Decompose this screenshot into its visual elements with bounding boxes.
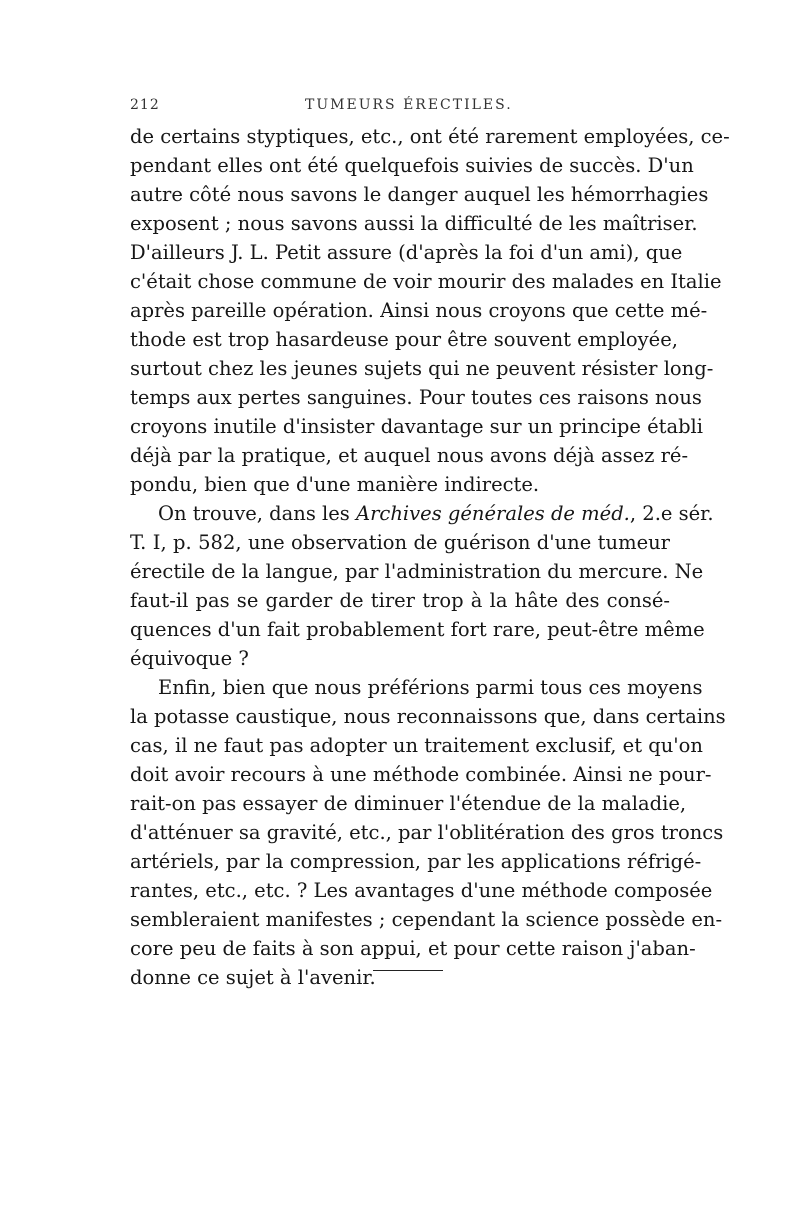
text-line: donne ce sujet à l'avenir. — [130, 966, 376, 989]
text-line: équivoque ? — [130, 647, 249, 670]
text-line: artériels, par la compression, par les applications réfrigé- — [130, 850, 702, 873]
text-line: après pareille opération. Ainsi nous croyons que cette mé- — [130, 299, 708, 322]
text-line: c'était chose commune de voir mourir des malades en Italie — [130, 270, 722, 293]
text-line-citation — [130, 499, 714, 528]
text-line: rait-on pas essayer de diminuer l'étendue de la maladie, — [130, 792, 687, 815]
paragraph-1 — [130, 122, 730, 499]
page-body — [130, 122, 730, 992]
running-title: TUMEURS ÉRECTILES. — [305, 97, 513, 113]
text-run: , 2.e sér. — [629, 502, 714, 525]
page-number: 212 — [130, 97, 160, 113]
page-header — [130, 97, 670, 119]
text-line: sembleraient manifestes ; cependant la science possède en- — [130, 908, 723, 931]
text-line: surtout chez les jeunes sujets qui ne peuvent résister long- — [130, 357, 714, 380]
text-line: faut-il pas se garder de tirer trop à la hâte des consé- — [130, 589, 670, 612]
text-line: déjà par la pratique, et auquel nous avons déjà assez ré- — [130, 444, 689, 467]
paragraph-2 — [130, 499, 714, 673]
text-line: autre côté nous savons le danger auquel les hémorrhagies — [130, 183, 709, 206]
text-line: doit avoir recours à une méthode combinée. Ainsi ne pour- — [130, 763, 712, 786]
text-line: quences d'un fait probablement fort rare, peut-être même — [130, 618, 705, 641]
text-line: érectile de la langue, par l'administration du mercure. Ne — [130, 560, 704, 583]
text-line: core peu de faits à son appui, et pour cette raison j'aban- — [130, 937, 696, 960]
text-line: rantes, etc., etc. ? Les avantages d'une méthode composée — [130, 879, 713, 902]
text-line: la potasse caustique, nous reconnaissons que, dans certains — [130, 705, 726, 728]
text-line: pondu, bien que d'une manière indirecte. — [130, 473, 540, 496]
text-line: pendant elles ont été quelquefois suivies de succès. D'un — [130, 154, 694, 177]
section-end-rule — [373, 970, 443, 971]
text-line: Enfin, bien que nous préférions parmi tous ces moyens — [158, 676, 703, 699]
text-run: On trouve, dans les — [158, 502, 357, 525]
text-line: D'ailleurs J. L. Petit assure (d'après la foi d'un ami), que — [130, 241, 683, 264]
text-line: d'atténuer sa gravité, etc., par l'oblitération des gros troncs — [130, 821, 724, 844]
journal-title: Archives générales de méd. — [356, 502, 630, 525]
text-line: T. I, p. 582, une observation de guérison d'une tumeur — [130, 531, 670, 554]
text-line: thode est trop hasardeuse pour être souvent employée, — [130, 328, 678, 351]
text-line: de certains styptiques, etc., ont été rarement employées, ce- — [130, 125, 730, 148]
text-line: exposent ; nous savons aussi la difficulté de les maîtriser. — [130, 212, 698, 235]
text-line: temps aux pertes sanguines. Pour toutes ces raisons nous — [130, 386, 702, 409]
paragraph-3 — [130, 673, 726, 992]
text-line: cas, il ne faut pas adopter un traitement exclusif, et qu'on — [130, 734, 703, 757]
text-line: croyons inutile d'insister davantage sur un principe établi — [130, 415, 704, 438]
